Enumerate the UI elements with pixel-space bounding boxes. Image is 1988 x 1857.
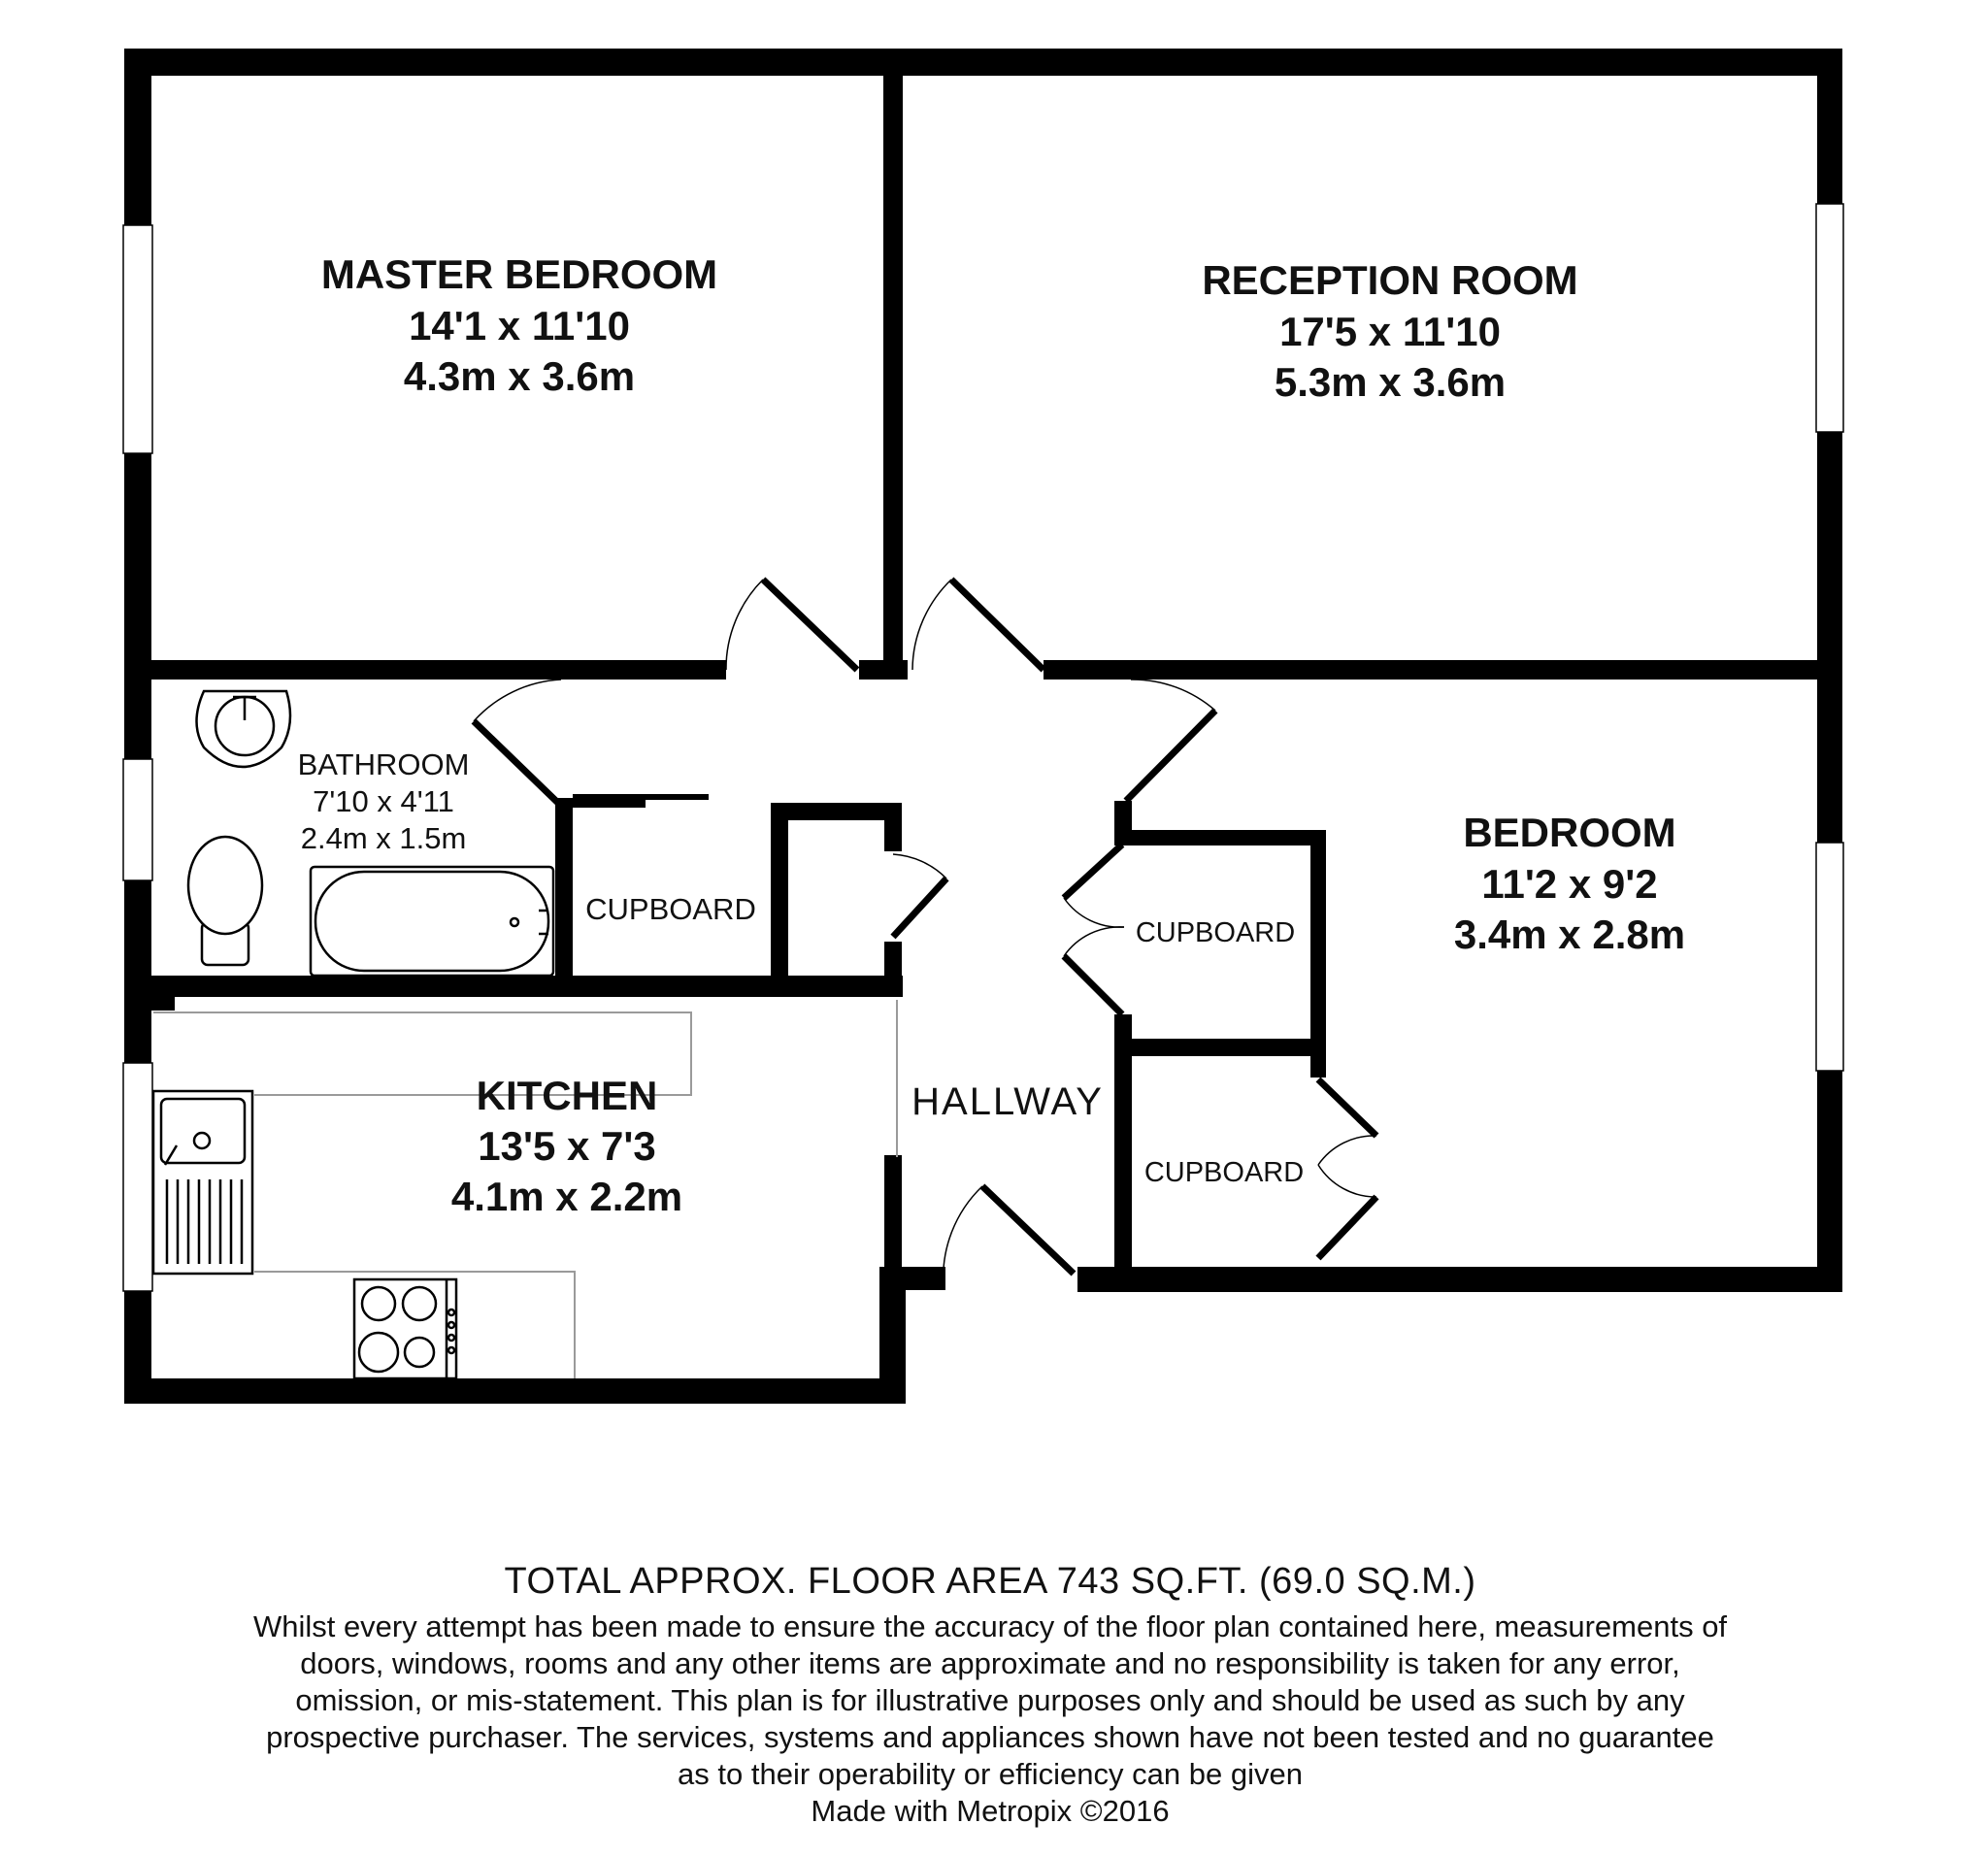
room-kitchen xyxy=(451,1073,682,1219)
made-with-credit: Made with Metropix ©2016 xyxy=(811,1794,1170,1828)
door-cupboard-upper-bottom xyxy=(1064,927,1124,1014)
room-reception-room xyxy=(1202,257,1577,405)
cupboard-bedroom-upper-label: CUPBOARD xyxy=(1135,917,1296,948)
door-hallway-cupboard xyxy=(893,854,946,937)
total-floor-area: TOTAL APPROX. FLOOR AREA 743 SQ.FT. (69.0 SQ.M.) xyxy=(504,1561,1476,1602)
room-imperial: 11'2 x 9'2 xyxy=(1481,861,1658,907)
window-master-bedroom xyxy=(123,225,152,453)
door-front xyxy=(944,1186,1074,1286)
door-reception-room xyxy=(912,580,1044,670)
room-master-bedroom xyxy=(321,251,717,399)
door-cupboard-upper-top xyxy=(1064,845,1124,927)
room-imperial: 17'5 x 11'10 xyxy=(1279,309,1501,354)
room-hallway: HALLWAY xyxy=(911,1080,1104,1123)
room-imperial: 7'10 x 4'11 xyxy=(313,784,454,818)
cupboard-bedroom-lower-label: CUPBOARD xyxy=(1143,1157,1305,1188)
door-bathroom xyxy=(474,680,563,808)
window-bathroom xyxy=(123,759,152,880)
door-master-bedroom xyxy=(726,580,857,670)
sink-icon xyxy=(153,1091,252,1274)
room-name: RECEPTION ROOM xyxy=(1202,257,1578,303)
room-name: BEDROOM xyxy=(1463,810,1676,855)
room-name: MASTER BEDROOM xyxy=(320,251,718,297)
hob-icon xyxy=(354,1279,456,1378)
room-name: KITCHEN xyxy=(476,1073,658,1118)
bathtub-icon xyxy=(311,867,553,976)
door-bedroom xyxy=(1126,680,1215,801)
disclaimer-text: Whilst every attempt has been made to ensure the accuracy of the floor plan contained here, measurements of doors, windows, rooms and any other items are approximate and no responsibility is taken for any error, omission, or mis-statement. This plan is for illustrative purposes only and should be used as such by any prospective purchaser. The services, systems and appliances shown have not been tested and no guarantee as to their operability or efficiency can be given xyxy=(252,1609,1728,1791)
room-name: BATHROOM xyxy=(297,747,470,781)
cupboard-bathroom-label: CUPBOARD xyxy=(585,892,756,926)
room-metric: 4.1m x 2.2m xyxy=(450,1174,683,1219)
room-imperial: 14'1 x 11'10 xyxy=(409,303,630,348)
door-cupboard-lower-bottom xyxy=(1318,1165,1376,1258)
door-cupboard-lower-top xyxy=(1318,1079,1376,1165)
window-bedroom xyxy=(1816,843,1843,1071)
toilet-icon xyxy=(188,837,262,965)
plan-footer xyxy=(194,1561,1786,1830)
room-metric: 4.3m x 3.6m xyxy=(403,353,636,399)
window-kitchen xyxy=(123,1063,152,1291)
room-bedroom xyxy=(1454,810,1685,957)
room-metric: 3.4m x 2.8m xyxy=(1453,912,1686,957)
room-imperial: 13'5 x 7'3 xyxy=(478,1123,656,1169)
room-metric: 2.4m x 1.5m xyxy=(300,821,467,855)
basin-icon xyxy=(197,691,291,767)
room-bathroom xyxy=(298,747,470,855)
window-reception xyxy=(1816,204,1843,432)
room-metric: 5.3m x 3.6m xyxy=(1274,359,1507,405)
